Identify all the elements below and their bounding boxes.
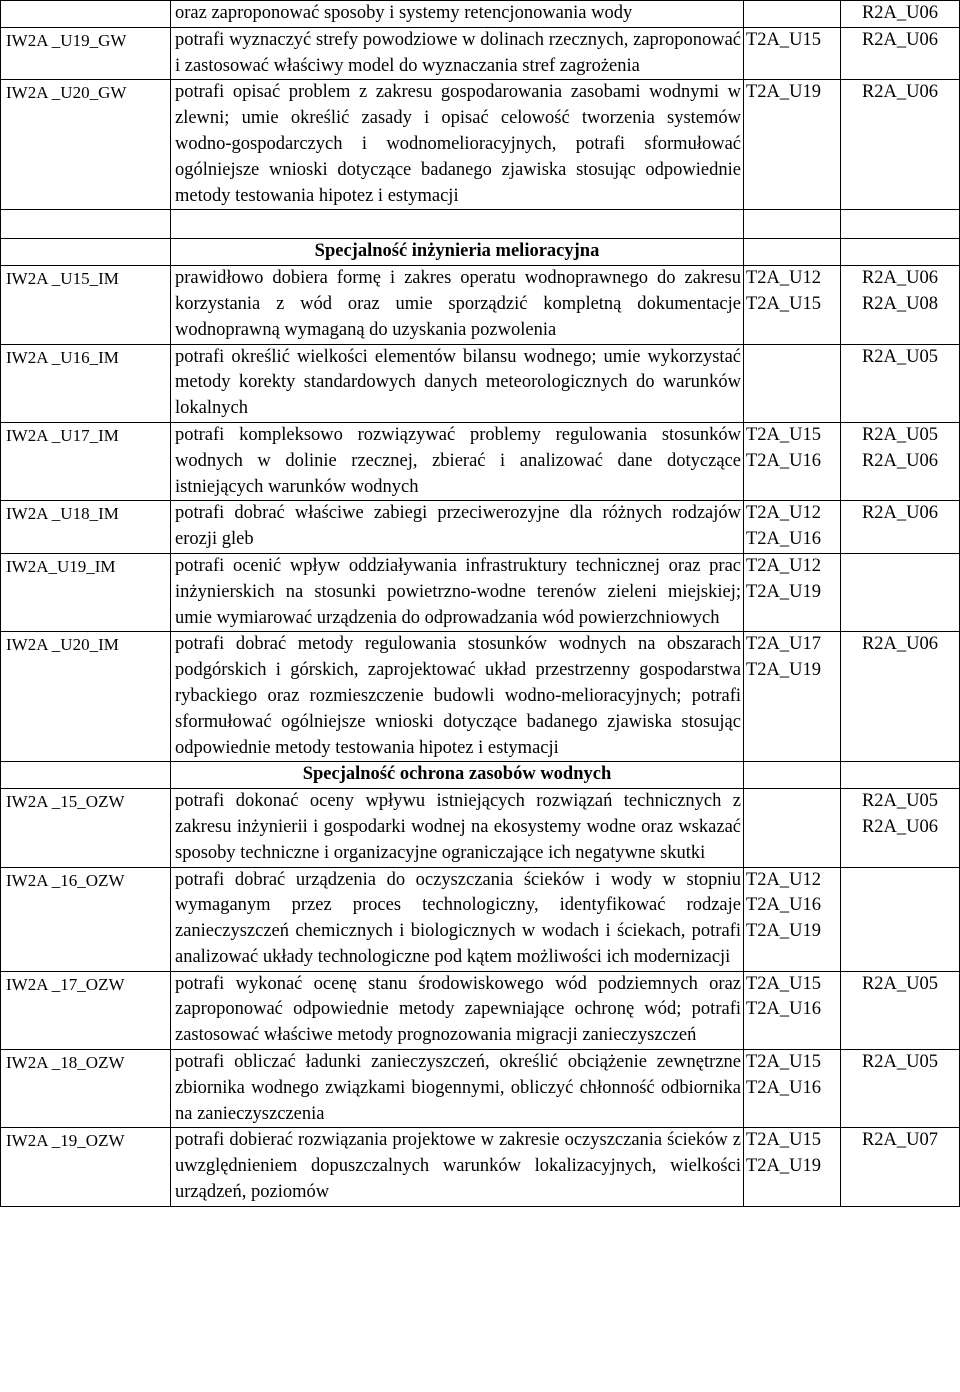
outcome-row — [1, 867, 960, 971]
r2a-reference: R2A_U06 — [861, 450, 939, 471]
r2a-reference-list — [841, 266, 960, 344]
outcome-row — [1, 971, 960, 1049]
t2a-reference: T2A_U19 — [746, 1156, 822, 1177]
outcome-description: potrafi ocenić wpływ oddziaływania infrastruktury technicznej oraz prac inżynierskich na stosunki powietrzno-wodne terenów zieleni miejskiej; umie wymiarować urządzenia do odprowadzania wód powierzchniowych — [171, 553, 744, 631]
t2a-reference: T2A_U19 — [746, 660, 822, 681]
outcome-code — [1, 1, 171, 28]
r2a-reference-list — [841, 344, 960, 422]
r2a-reference: R2A_U07 — [861, 1130, 939, 1151]
outcome-description: potrafi obliczać ładunki zanieczyszczeń, określić obciążenie zewnętrzne zbiornika wodnego związkami biogennymi, obliczyć chłonność odbiornika na zanieczyszczenia — [171, 1050, 744, 1128]
outcome-code: IW2A _U20_GW — [1, 80, 171, 210]
outcome-description: potrafi dokonać oceny wpływu istniejących rozwiązań technicznych z zakresu inżynierii i gospodarki wodnej na ekosystemy wodne oraz wskazać sposoby techniczne i organizacyjne ograniczające ich negatywne skutki — [171, 789, 744, 867]
r2a-reference: R2A_U06 — [861, 29, 939, 50]
outcome-description: oraz zaproponować sposoby i systemy retencjonowania wody — [171, 1, 744, 28]
r2a-reference-list — [841, 27, 960, 80]
t2a-reference: T2A_U15 — [746, 293, 822, 314]
outcome-row — [1, 1, 960, 28]
r2a-reference-list — [841, 501, 960, 554]
r2a-reference: R2A_U06 — [861, 634, 939, 655]
t2a-reference-list — [744, 632, 841, 762]
outcome-description: potrafi określić wielkości elementów bilansu wodnego; umie wykorzystać metody korekty standardowych danych meteorologicznych do warunków lokalnych — [171, 344, 744, 422]
outcome-row — [1, 553, 960, 631]
r2a-reference: R2A_U06 — [861, 82, 939, 103]
section-heading-t2a-cell — [744, 762, 841, 789]
section-heading-code-cell — [1, 239, 171, 266]
r2a-reference-list — [841, 789, 960, 867]
t2a-reference-list — [744, 422, 841, 500]
t2a-reference: T2A_U12 — [746, 869, 822, 890]
outcome-description: potrafi wyznaczyć strefy powodziowe w dolinach rzecznych, zaproponować i zastosować właściwy model do wyznaczania stref zagrożenia — [171, 27, 744, 80]
outcome-description: potrafi dobrać urządzenia do oczyszczania ścieków i wody w stopniu wymaganym przez proces technologiczny, identyfikować rodzaje zanieczyszczeń chemicznych i biologicznych w wodach i ściekach, potrafi analizować układy technologiczne pod kątem możliwości ich modernizacji — [171, 867, 744, 971]
r2a-reference: R2A_U05 — [861, 424, 939, 445]
section-heading-r2a-cell — [841, 239, 960, 266]
separator-cell — [171, 210, 744, 239]
r2a-reference: R2A_U05 — [861, 973, 939, 994]
t2a-reference: T2A_U16 — [746, 1077, 822, 1098]
t2a-reference: T2A_U15 — [746, 1130, 822, 1151]
outcome-description: potrafi dobrać metody regulowania stosunków wodnych na obszarach podgórskich i górskich, zaprojektować układ przestrzenny gospodarstwa rybackiego oraz rozmieszczenie budowli wodno-melioracyjnych; potrafi sformułować ogólniejsze wnioski dotyczące badanego zjawiska stosując odpowiednie metody testowania hipotez i estymacji — [171, 632, 744, 762]
outcome-description: potrafi opisać problem z zakresu gospodarowania zasobami wodnymi w zlewni; umie określić zasady i opisać celowość tworzenia systemów wodno-gospodarczych i wodnomelioracyjnych, potrafi sformułować ogólniejsze wnioski dotyczące badanego zjawiska stosując odpowiednie metody testowania hipotez i estymacji — [171, 80, 744, 210]
t2a-reference-list — [744, 1128, 841, 1206]
outcome-code: IW2A _16_OZW — [1, 867, 171, 971]
t2a-reference: T2A_U12 — [746, 555, 822, 576]
outcome-row — [1, 1050, 960, 1128]
section-heading-row — [1, 239, 960, 266]
section-heading: Specjalność ochrona zasobów wodnych — [171, 762, 744, 789]
outcome-code: IW2A _U18_IM — [1, 501, 171, 554]
r2a-reference: R2A_U05 — [861, 1052, 939, 1073]
r2a-reference-list — [841, 1, 960, 28]
section-heading: Specjalność inżynieria melioracyjna — [171, 239, 744, 266]
r2a-reference: R2A_U06 — [861, 816, 939, 837]
outcome-code: IW2A _U16_IM — [1, 344, 171, 422]
t2a-reference: T2A_U12 — [746, 503, 822, 524]
t2a-reference-list — [744, 1, 841, 28]
t2a-reference: T2A_U16 — [746, 450, 822, 471]
t2a-reference-list — [744, 789, 841, 867]
t2a-reference: T2A_U16 — [746, 529, 822, 550]
outcome-row — [1, 1128, 960, 1206]
t2a-reference: T2A_U15 — [746, 29, 822, 50]
r2a-reference-list — [841, 1128, 960, 1206]
t2a-reference: T2A_U19 — [746, 82, 822, 103]
outcome-description: potrafi kompleksowo rozwiązywać problemy regulowania stosunków wodnych w dolinie rzecznej, zbierać i analizować dane dotyczące istniejących warunków wodnych — [171, 422, 744, 500]
t2a-reference-list — [744, 553, 841, 631]
outcome-description: potrafi dobrać właściwe zabiegi przeciwerozyjne dla różnych rodzajów erozji gleb — [171, 501, 744, 554]
r2a-reference: R2A_U08 — [861, 293, 939, 314]
outcome-row — [1, 27, 960, 80]
section-heading-r2a-cell — [841, 762, 960, 789]
outcome-description: potrafi wykonać ocenę stanu środowiskowego wód podziemnych oraz zaproponować odpowiednie metody zapewniające ochronę wód; potrafi zastosować właściwe metody prognozowania migracji zanieczyszczeń — [171, 971, 744, 1049]
r2a-reference-list — [841, 422, 960, 500]
outcome-code: IW2A _U19_GW — [1, 27, 171, 80]
r2a-reference-list — [841, 553, 960, 631]
outcome-code: IW2A _U17_IM — [1, 422, 171, 500]
section-heading-t2a-cell — [744, 239, 841, 266]
t2a-reference-list — [744, 971, 841, 1049]
separator-cell — [1, 210, 171, 239]
r2a-reference: R2A_U06 — [861, 503, 939, 524]
t2a-reference: T2A_U16 — [746, 999, 822, 1020]
separator-cell — [841, 210, 960, 239]
outcome-code: IW2A _15_OZW — [1, 789, 171, 867]
outcome-code: IW2A_U19_IM — [1, 553, 171, 631]
r2a-reference-list — [841, 80, 960, 210]
r2a-reference-list — [841, 1050, 960, 1128]
outcome-description: potrafi dobierać rozwiązania projektowe w zakresie oczyszczania ścieków z uwzględnieniem dopuszczalnych warunków lokalizacyjnych, wielkości urządzeń, poziomów — [171, 1128, 744, 1206]
outcome-row — [1, 501, 960, 554]
outcome-row — [1, 266, 960, 344]
t2a-reference-list — [744, 344, 841, 422]
outcome-code: IW2A _U15_IM — [1, 266, 171, 344]
r2a-reference: R2A_U05 — [861, 346, 939, 367]
t2a-reference-list — [744, 501, 841, 554]
separator-row — [1, 210, 960, 239]
r2a-reference-list — [841, 971, 960, 1049]
section-heading-row — [1, 762, 960, 789]
r2a-reference-list — [841, 867, 960, 971]
outcome-description: prawidłowo dobiera formę i zakres operatu wodnoprawnego do zakresu korzystania z wód oraz umie sporządzić kompletną dokumentacje wodnoprawną wymaganą do uzyskania pozwolenia — [171, 266, 744, 344]
t2a-reference: T2A_U19 — [746, 581, 822, 602]
t2a-reference-list — [744, 80, 841, 210]
t2a-reference: T2A_U16 — [746, 895, 822, 916]
separator-cell — [744, 210, 841, 239]
outcome-row — [1, 344, 960, 422]
t2a-reference: T2A_U15 — [746, 973, 822, 994]
outcome-row — [1, 80, 960, 210]
t2a-reference: T2A_U12 — [746, 268, 822, 289]
section-heading-code-cell — [1, 762, 171, 789]
t2a-reference: T2A_U15 — [746, 1052, 822, 1073]
outcome-row — [1, 422, 960, 500]
outcome-code: IW2A _19_OZW — [1, 1128, 171, 1206]
outcome-row — [1, 632, 960, 762]
r2a-reference: R2A_U05 — [861, 791, 939, 812]
t2a-reference-list — [744, 27, 841, 80]
t2a-reference-list — [744, 867, 841, 971]
r2a-reference-list — [841, 632, 960, 762]
outcome-code: IW2A _U20_IM — [1, 632, 171, 762]
t2a-reference-list — [744, 1050, 841, 1128]
t2a-reference-list — [744, 266, 841, 344]
t2a-reference: T2A_U15 — [746, 424, 822, 445]
outcome-code: IW2A _18_OZW — [1, 1050, 171, 1128]
t2a-reference: T2A_U19 — [746, 921, 822, 942]
r2a-reference: R2A_U06 — [861, 3, 939, 23]
outcome-row — [1, 789, 960, 867]
outcome-code: IW2A _17_OZW — [1, 971, 171, 1049]
r2a-reference: R2A_U06 — [861, 268, 939, 289]
t2a-reference: T2A_U17 — [746, 634, 822, 655]
